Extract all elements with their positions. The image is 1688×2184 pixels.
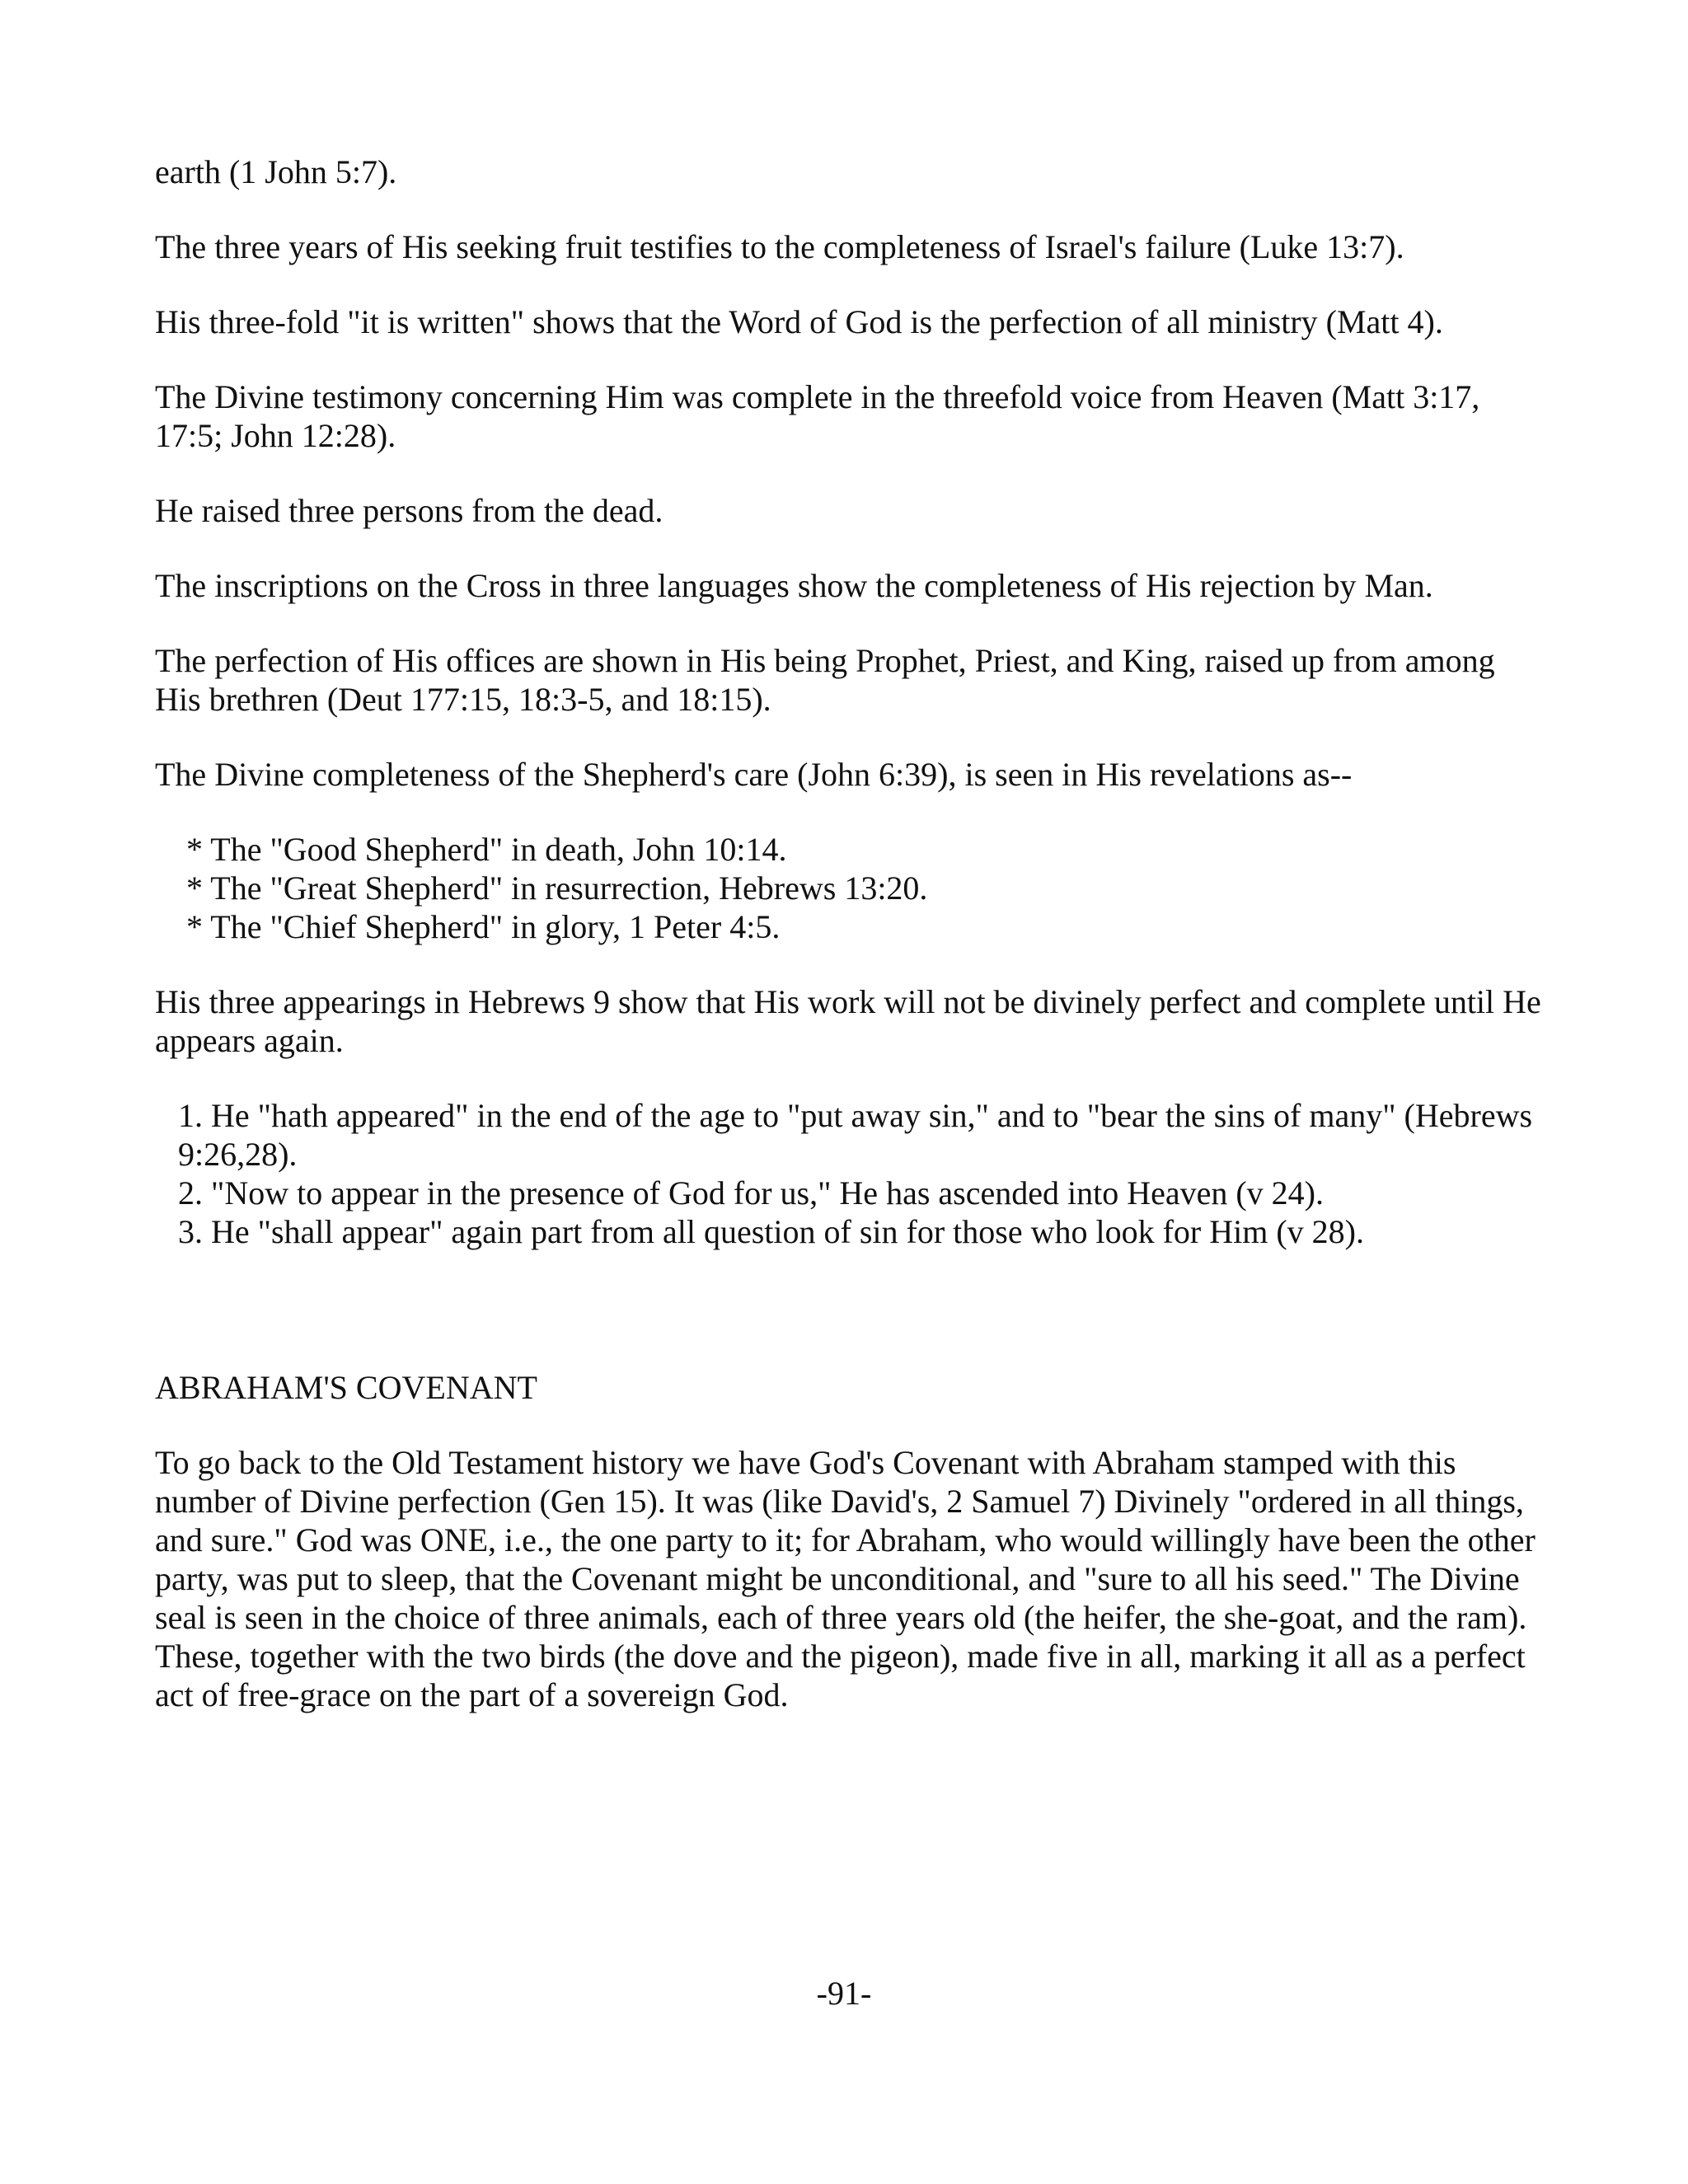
paragraph: The Divine completeness of the Shepherd's care (John 6:39), is seen in His revelations as-- (155, 756, 1353, 793)
list-item: 3. He "shall appear" again part from all question of sin for those who look for Him (v 28). (178, 1213, 1364, 1250)
paragraph: He raised three persons from the dead. (155, 492, 663, 529)
list-item (155, 1096, 1548, 1174)
list-item-text: 1. He "hath appeared" in the end of the age to "put away sin," and to "bear the sins of many" (Hebrews 9:26,28). (178, 1097, 1533, 1173)
paragraph: The perfection of His offices are shown in His being Prophet, Priest, and King, raised up from among His brethren (Deut 177:15, 18:3-5, and 18:15). (155, 642, 1495, 718)
page-body (155, 152, 1548, 1750)
paragraph: earth (1 John 5:7). (155, 153, 397, 190)
appearings-intro: His three appearings in Hebrews 9 show that His work will not be divinely perfect and complete until He appears again. (155, 983, 1541, 1059)
list-item: * The "Great Shepherd" in resurrection, Hebrews 13:20. (186, 869, 928, 907)
paragraph: His three-fold "it is written" shows that the Word of God is the perfection of all ministry (Matt 4). (155, 303, 1443, 340)
section-heading: ABRAHAM'S COVENANT (155, 1369, 537, 1406)
shepherd-list (155, 830, 1548, 946)
paragraph: The Divine testimony concerning Him was complete in the threefold voice from Heaven (Matt 3:17, 17:5; John 12:28). (155, 378, 1480, 454)
paragraph: The inscriptions on the Cross in three languages show the completeness of His rejection by Man. (155, 567, 1433, 604)
list-item: 2. "Now to appear in the presence of God for us," He has ascended into Heaven (v 24). (178, 1174, 1324, 1212)
list-item: * The "Chief Shepherd" in glory, 1 Peter 4:5. (186, 908, 781, 945)
appearings-list (155, 1096, 1548, 1251)
page-number: -91- (816, 1975, 872, 2012)
list-item: * The "Good Shepherd" in death, John 10:14. (186, 831, 787, 868)
section-paragraph: To go back to the Old Testament history we have God's Covenant with Abraham stamped with this number of Divine perfection (Gen 15). It was (like David's, 2 Samuel 7) Divinely "ordered in all things, and sure." God was ONE, i.e., the one party to it; for Abraham, who would willingly have been the other party, was put to sleep, that the Covenant might be unconditional, and "sure to all his seed." The Divine seal is seen in the choice of three animals, each of three years old (the heifer, the she-goat, and the ram). These, together with the two birds (the dove and the pigeon), made five in all, marking it all as a perfect act of free-grace on the part of a sovereign God. (155, 1444, 1536, 1713)
paragraph: The three years of His seeking fruit testifies to the completeness of Israel's failure (Luke 13:7). (155, 228, 1404, 265)
